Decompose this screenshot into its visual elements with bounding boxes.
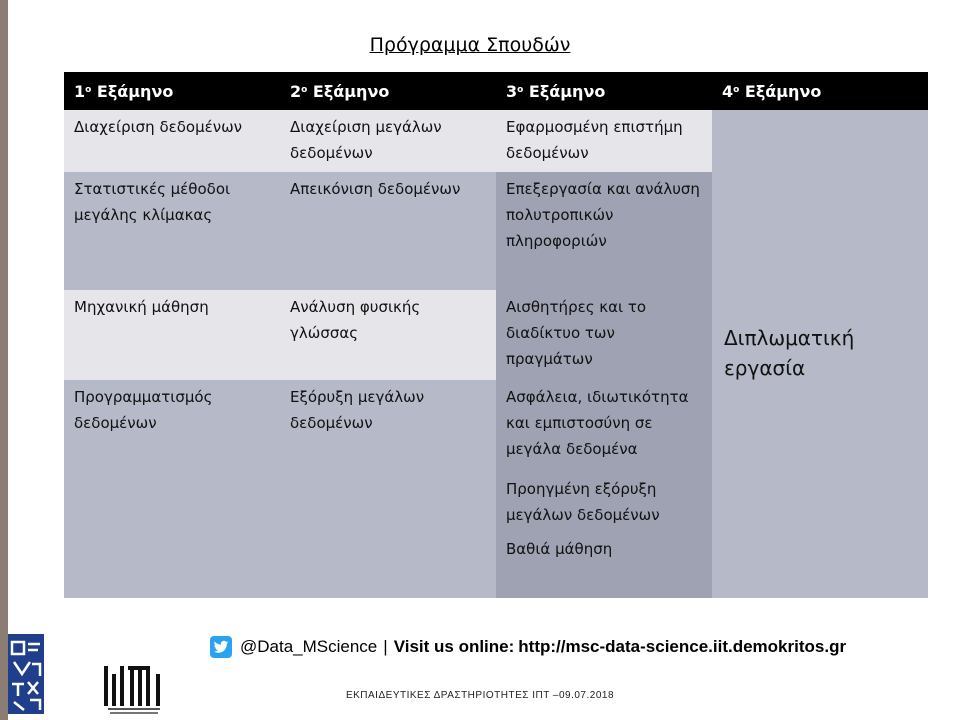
course-item: Βαθιά μάθηση [506,540,613,558]
footer-note: ΕΚΠΑΙΔΕΥΤΙΚΕΣ ΔΡΑΣΤΗΡΙΟΤΗΤΕΣ ΙΠΤ –09.07.2018 [345,690,615,701]
course-item: Προηγμένη εξόρυξη μεγάλων δεδομένων [506,480,660,524]
footer-separator: | [383,637,388,656]
institute-logo [100,660,168,716]
course-cell: Απεικόνιση δεδομένων [280,172,496,290]
header-semester-1: $1^o$ Εξάμηνο [64,72,280,110]
twitter-icon[interactable] [210,636,232,658]
footer-links [210,632,846,662]
course-cell: Εφαρμοσμένη επιστήμη δεδομένων [496,110,712,172]
course-cell: Διαχείριση μεγάλων δεδομένων [280,110,496,172]
header-semester-4: $4^o$ Εξάμηνο [712,72,928,110]
visit-label: Visit us online: [393,637,515,656]
course-cell: Επεξεργασία και ανάλυση πολυτροπικών πληροφοριών [496,172,712,290]
course-cell: Μηχανική μάθηση [64,290,280,380]
course-cell: Εξόρυξη μεγάλων δεδομένων [280,380,496,598]
page-title: Πρόγραμμα Σπουδών [369,34,571,56]
course-cell: Διαχείριση δεδομένων [64,110,280,172]
header-row [64,72,928,110]
course-cell: Ανάλυση φυσικής γλώσσας [280,290,496,380]
table-row [64,110,928,172]
curriculum-table [64,72,928,598]
demokritos-logo [8,634,44,714]
header-semester-3: $3^o$ Εξάμηνο [496,72,712,110]
header-semester-2: $2^o$ Εξάμηνο [280,72,496,110]
course-cell: Αισθητήρες και το διαδίκτυο των πραγμάτων [496,290,712,380]
twitter-handle-link[interactable]: @Data_MScience [240,637,378,656]
left-edge-bar [0,0,8,720]
course-item: Ασφάλεια, ιδιωτικότητα και εμπιστοσύνη σε μεγάλα δεδομένα [506,388,689,458]
course-cell: Στατιστικές μέθοδοι μεγάλης κλίμακας [64,172,280,290]
course-cell: Προγραμματισμός δεδομένων [64,380,280,598]
thesis-cell: Διπλωματική εργασία [712,110,928,598]
website-link[interactable]: http://msc-data-science.iit.demokritos.gr [518,637,847,656]
course-cell-stack [496,380,712,598]
